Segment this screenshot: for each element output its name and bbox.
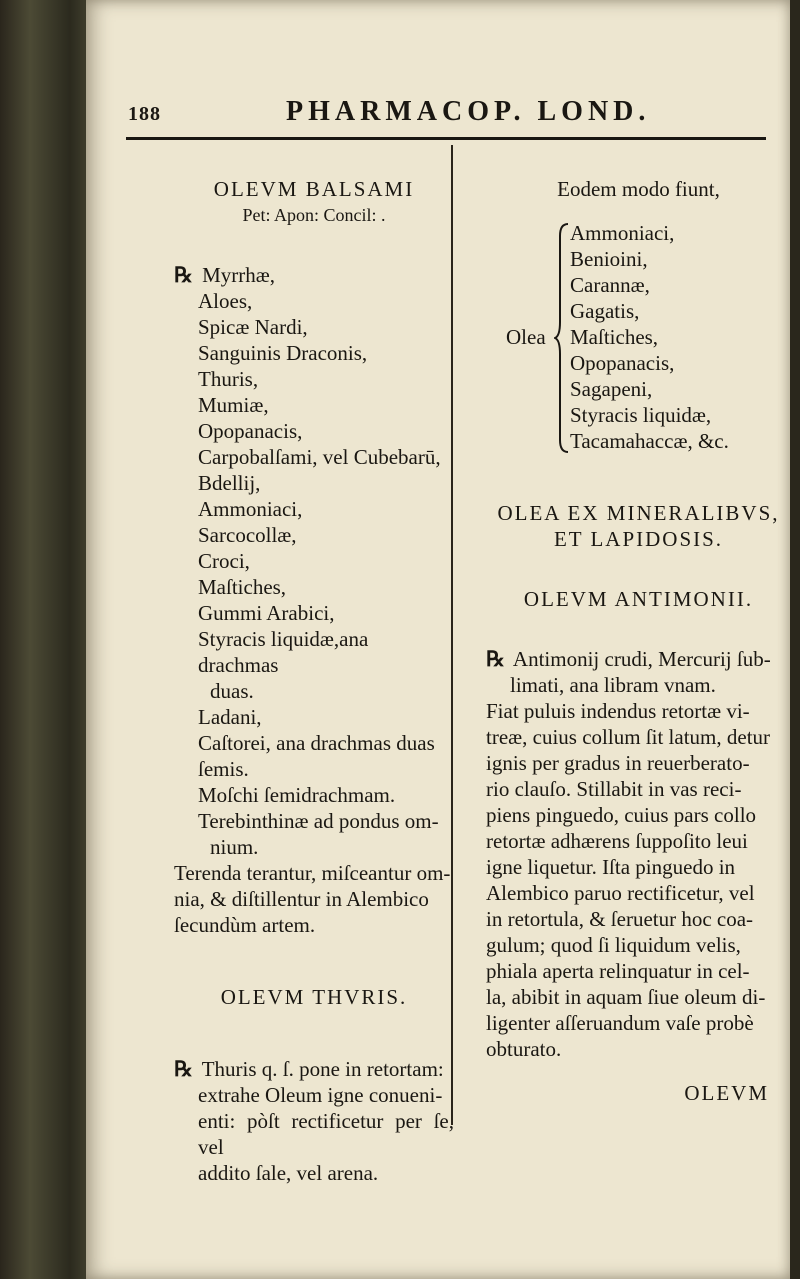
olea-item: Maſtiches,: [570, 325, 659, 349]
ingredient-line: Gummi Arabici,: [198, 601, 335, 625]
header-rule: [126, 137, 766, 140]
ingredient-line: Opopanacis,: [198, 419, 303, 443]
olea-list: [570, 220, 729, 454]
body-text: Thuris q. ſ. pone in retortam:: [201, 1057, 444, 1081]
ingredient-line: Bdellij,: [198, 471, 261, 495]
olea-brace-group: [486, 220, 791, 454]
recipe-mark: ℞: [174, 1057, 193, 1081]
ingredient-line: Maſtiches,: [198, 575, 287, 599]
olea-item: Ammoniaci,: [570, 221, 675, 245]
book-edge: [790, 0, 800, 1279]
ingredient-line: [174, 262, 454, 288]
body-line: phiala aperta relinquatur in cel-: [486, 959, 750, 983]
section-title-oleum-balsami: OLEVM BALSAMI: [213, 177, 415, 201]
olea-label: Olea: [506, 325, 546, 349]
body-line: ignis per gradus in reuerberato-: [486, 751, 750, 775]
section-title-oleum-antimonii: OLEVM ANTIMONII.: [523, 587, 754, 611]
body-line: ligenter aſſeruandum vaſe probè: [486, 1011, 754, 1035]
curly-brace-icon: [554, 222, 570, 454]
instruction-line: Terenda terantur, miſceantur om-: [174, 861, 451, 885]
recipe-mark: ℞: [174, 263, 193, 287]
instruction-line: nia, & diſtillentur in Alembico: [174, 887, 429, 911]
ingredient-line: Moſchi ſemidrachmam.: [198, 783, 396, 807]
body-line: Fiat puluis indendus retortæ vi-: [486, 699, 750, 723]
ingredient-line: Sarcocollæ,: [198, 523, 297, 547]
body-line: [174, 1056, 454, 1082]
running-title: PHARMACOP. LOND.: [286, 96, 651, 127]
ingredient-line: Caſtorei, ana drachmas duas: [198, 731, 435, 755]
ingredient-text: Myrrhæ,: [202, 263, 275, 287]
body-line: extrahe Oleum igne conueni-: [198, 1083, 443, 1107]
catchword: OLEVM: [684, 1081, 769, 1105]
section-subtitle: Pet: Apon: Concil: .: [242, 205, 386, 225]
body-line: retortæ adhærens ſuppoſito leui: [486, 829, 748, 853]
body-line: Alembico paruo rectificetur, vel: [486, 881, 755, 905]
body-line: obturato.: [486, 1037, 562, 1061]
body-line: addito ſale, vel arena.: [198, 1161, 379, 1185]
ingredient-line: Croci,: [198, 549, 250, 573]
body-line: gulum; quod ſi liquidum velis,: [486, 933, 741, 957]
section-title-et-lapidosis: ET LAPIDOSIS.: [553, 527, 724, 551]
body-line: enti: pòſt rectificetur per ſe, vel: [198, 1109, 454, 1159]
body-line: rio clauſo. Stillabit in vas reci-: [486, 777, 742, 801]
olea-item: Opopanacis,: [570, 351, 675, 375]
body-line: piens pinguedo, cuius pars collo: [486, 803, 757, 827]
ingredient-line: Terebinthinæ ad pondus om-: [198, 809, 439, 833]
instruction-line: ſecundùm artem.: [174, 913, 316, 937]
body-line: la, abibit in aquam ſiue oleum di-: [486, 985, 766, 1009]
ingredient-line: Ladani,: [198, 705, 262, 729]
ingredient-line: Thuris,: [198, 367, 259, 391]
olea-item: Styracis liquidæ,: [570, 403, 712, 427]
olea-item: Sagapeni,: [570, 377, 653, 401]
recipe-mark: ℞: [486, 647, 505, 671]
body-line: limati, ana libram vnam.: [510, 673, 716, 697]
body-text: Antimonij crudi, Mercurij ſub-: [512, 647, 771, 671]
section-title-olea-ex-mineralibus: OLEA EX MINERALIBVS,: [497, 501, 780, 525]
page-number: 188: [128, 103, 161, 125]
book-page: [86, 0, 790, 1279]
olea-item: Tacamahaccæ, &c.: [570, 429, 729, 453]
section-title-oleum-thuris: OLEVM THVRIS.: [220, 985, 408, 1009]
olea-item: Benioini,: [570, 247, 648, 271]
ingredient-line: Aloes,: [198, 289, 253, 313]
body-line: in retortula, & ſeruetur hoc coa-: [486, 907, 754, 931]
olea-item: Carannæ,: [570, 273, 650, 297]
ingredient-line: Sanguinis Draconis,: [198, 341, 368, 365]
olea-item: Gagatis,: [570, 299, 640, 323]
ingredient-line: Carpobalſami, vel Cubebarū,: [198, 445, 441, 469]
ingredient-line: ſemis.: [198, 757, 249, 781]
body-line: treæ, cuius collum ſit latum, detur: [486, 725, 771, 749]
ingredient-line: Mumiæ,: [198, 393, 269, 417]
body-line: igne liquetur. Iſta pinguedo in: [486, 855, 736, 879]
right-column: [486, 176, 791, 1106]
ingredient-line: Ammoniaci,: [198, 497, 303, 521]
ingredient-line: Spicæ Nardi,: [198, 315, 308, 339]
ingredient-line: Styracis liquidæ,ana drachmas: [198, 627, 369, 677]
intro-line: Eodem modo fiunt,: [557, 177, 720, 201]
body-line: [486, 646, 791, 672]
ingredient-line: nium.: [210, 835, 259, 859]
left-column: [174, 176, 454, 1186]
ingredient-line: duas.: [210, 679, 254, 703]
